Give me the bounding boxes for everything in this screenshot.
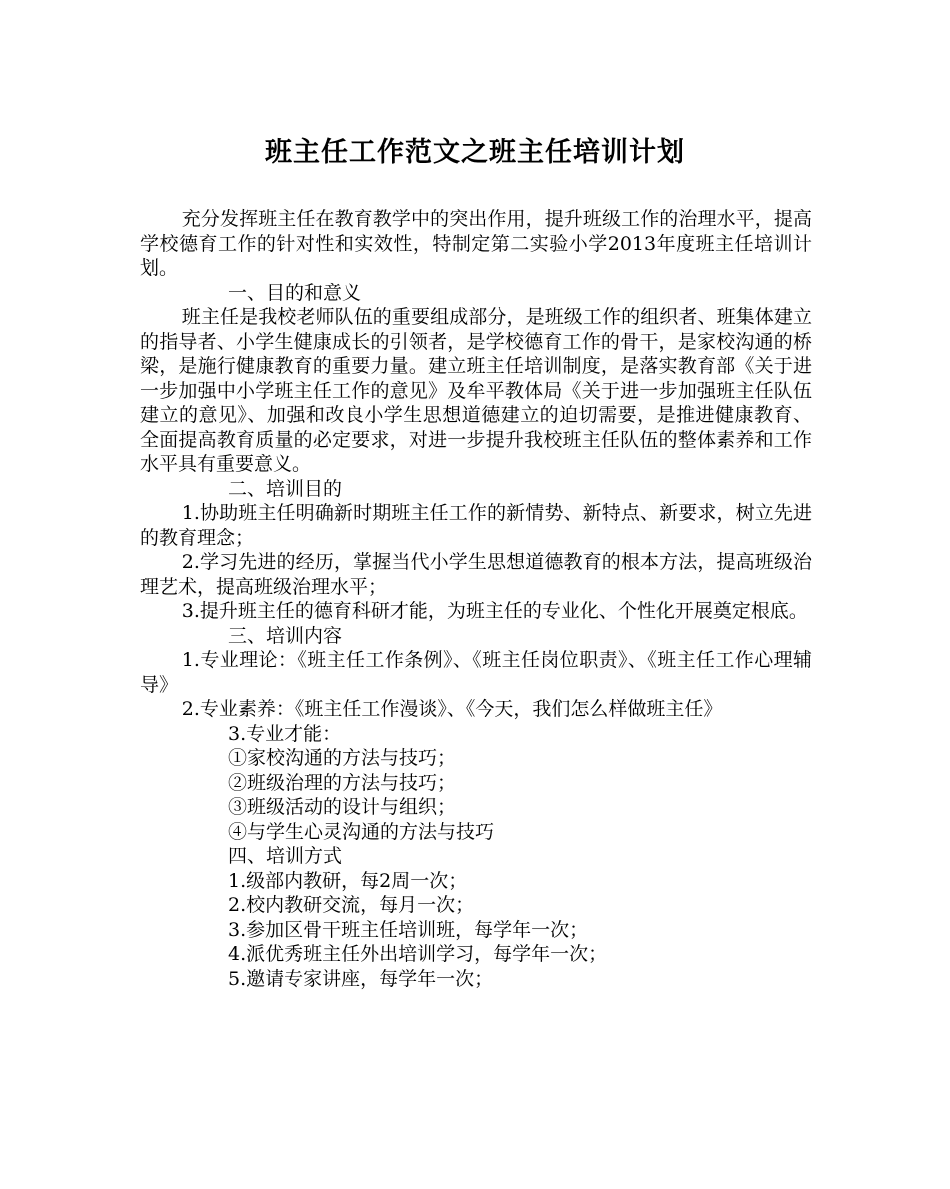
- content-item: 2.专业素养：《班主任工作漫谈》、《今天，我们怎么样做班主任》: [181, 698, 723, 720]
- goal-item: 3.提升班主任的德育科研才能，为班主任的专业化、个性化开展奠定根底。: [181, 600, 808, 622]
- section-heading-content: 三、培训内容: [228, 624, 343, 647]
- method-item: 2.校内教研交流，每月一次；: [228, 894, 475, 916]
- document-body: [140, 207, 812, 991]
- section-heading-methods: 四、培训方式: [228, 845, 343, 867]
- intro-paragraph: 充分发挥班主任在教育教学中的突出作用，提升班级工作的治理水平，提高学校德育工作的针对性和实效性，特制定第二实验小学2013年度班主任培训计划。: [140, 208, 812, 279]
- skill-item: ①家校沟通的方法与技巧；: [228, 747, 457, 769]
- goal-item: 2.学习先进的经历，掌握当代小学生思想道德教育的根本方法，提高班级治理艺术，提高班级治理水平；: [140, 551, 812, 598]
- section-heading-goals: 二、培训目的: [228, 477, 343, 500]
- goal-item: 1.协助班主任明确新时期班主任工作的新情势、新特点、新要求，树立先进的教育理念；: [140, 502, 812, 549]
- skill-item: ④与学生心灵沟通的方法与技巧: [228, 820, 495, 843]
- skill-item: ③班级活动的设计与组织；: [228, 796, 457, 818]
- content-item-skills-heading: 3.专业才能：: [228, 722, 342, 745]
- method-item: 5.邀请专家讲座，每学年一次；: [228, 967, 494, 990]
- purpose-paragraph: 班主任是我校老师队伍的重要组成部分，是班级工作的组织者、班集体建立的指导者、小学生健康成长的引领者，是学校德育工作的骨干，是家校沟通的桥梁，是施行健康教育的重要力量。建立班主任培训制度，是落实教育部《关于进一步加强中小学班主任工作的意见》及牟平教体局《关于进一步加强班主任队伍建立的意见》、加强和改良小学生思想道德建立的迫切需要，是推进健康教育、全面提高教育质量的必定要求，对进一步提升我校班主任队伍的整体素养和工作水平具有重要意义。: [140, 306, 812, 475]
- content-item: 1.专业理论：《班主任工作条例》、《班主任岗位职责》、《班主任工作心理辅导》: [140, 649, 812, 696]
- method-item: 1.级部内教研，每2周一次；: [228, 869, 468, 892]
- document-title: 班主任工作范文之班主任培训计划: [265, 137, 685, 168]
- section-heading-purpose: 一、目的和意义: [228, 281, 362, 304]
- method-item: 4.派优秀班主任外出培训学习，每学年一次；: [228, 943, 608, 965]
- skill-item: ②班级治理的方法与技巧；: [228, 771, 457, 794]
- method-item: 3.参加区骨干班主任培训班，每学年一次；: [228, 918, 589, 941]
